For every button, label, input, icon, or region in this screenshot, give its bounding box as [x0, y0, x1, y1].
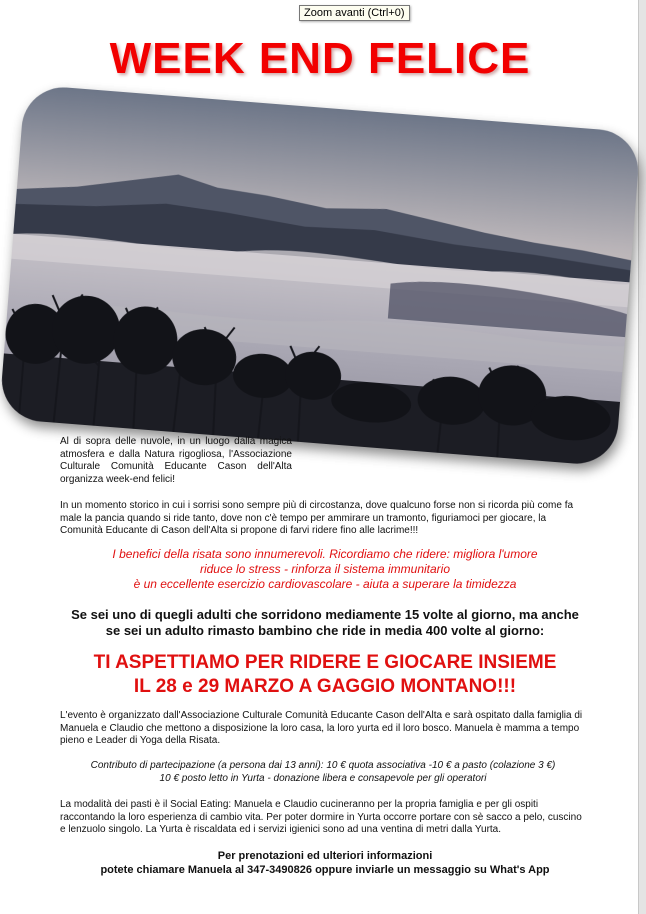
moment-paragraph: In un momento storico in cui i sorrisi sono sempre più di circostanza, dove qualcuno forse non si ricorda più come fa male la pancia quando si ride tanto, dove non c'è tempo per ammirare un tramonto, figuriamoci per giocare, la Comunità Educante di Cason dell'Alta si propone di farvi ridere fino alle lacrime!!!	[60, 500, 574, 536]
benefits-line: I benefici della risata sono innumerevoli. Ricordiamo che ridere: migliora l'umore	[112, 547, 538, 561]
benefits-line: riduce lo stress - rinforza il sistema immunitario	[199, 562, 451, 576]
contribution-block	[60, 760, 586, 785]
adults-block	[40, 607, 610, 639]
page-title: WEEK END FELICE	[109, 34, 531, 83]
contribution-line: Contributo di partecipazione (a persona dai 13 anni): 10 € quota associativa -10 € a pasto (colazione 3 €)	[90, 760, 556, 771]
booking-block	[40, 849, 610, 877]
booking-line: potete chiamare Manuela al 347-3490826 oppure inviarle un messaggio su What's App	[100, 864, 550, 876]
headline-line: IL 28 e 29 MARZO A GAGGIO MONTANO!!!	[133, 676, 517, 697]
event-paragraph: L'evento è organizzato dall'Associazione Culturale Comunità Educante Cason dell'Alta e sarà ospitato dalla famiglia di Manuela e Claudio che mettono a disposizione la loro casa, la loro yurta ed il loro bosco. Manuela è mamma a tempo pieno e Leader di Yoga della Risata.	[60, 710, 583, 746]
benefits-line: è un eccellente esercizio cardiovascolare - aiuta a superare la timidezza	[133, 577, 517, 591]
landscape-photo-icon	[0, 84, 641, 466]
adults-line: se sei un adulto rimasto bambino che ride in media 400 volte al giorno:	[105, 623, 545, 638]
zoom-tooltip: Zoom avanti (Ctrl+0)	[299, 5, 410, 21]
adults-line: Se sei uno di quegli adulti che sorridono mediamente 15 volte al giorno, ma anche	[71, 607, 579, 622]
benefits-block	[50, 547, 600, 592]
meals-paragraph: La modalità dei pasti è il Social Eating: Manuela e Claudio cucineranno per la propria famiglia e per gli ospiti raccontando la loro esperienza di cambio vita. Per poter dormire in Yurta occorre portare con sè sacco a pelo, cuscino e lenzuolo singolo. La Yurta è riscaldata ed i servizi igienici sono ad una ventina di metri dalla Yurta.	[60, 799, 582, 835]
contribution-line: 10 € posto letto in Yurta - donazione libera e consapevole per gli operatori	[159, 772, 487, 784]
headline-block	[30, 651, 620, 699]
booking-line: Per prenotazioni ed ulteriori informazioni	[217, 850, 433, 862]
headline-line: TI ASPETTIAMO PER RIDERE E GIOCARE INSIEME	[93, 652, 557, 673]
intro-paragraph: Al di sopra delle nuvole, in un luogo dalla magica atmosfera e dalla Natura rigogliosa, l'Associazione Culturale Comunità Educante Cason dell'Alta organizza week-end felici!	[60, 436, 292, 485]
landscape-photo	[0, 84, 641, 466]
